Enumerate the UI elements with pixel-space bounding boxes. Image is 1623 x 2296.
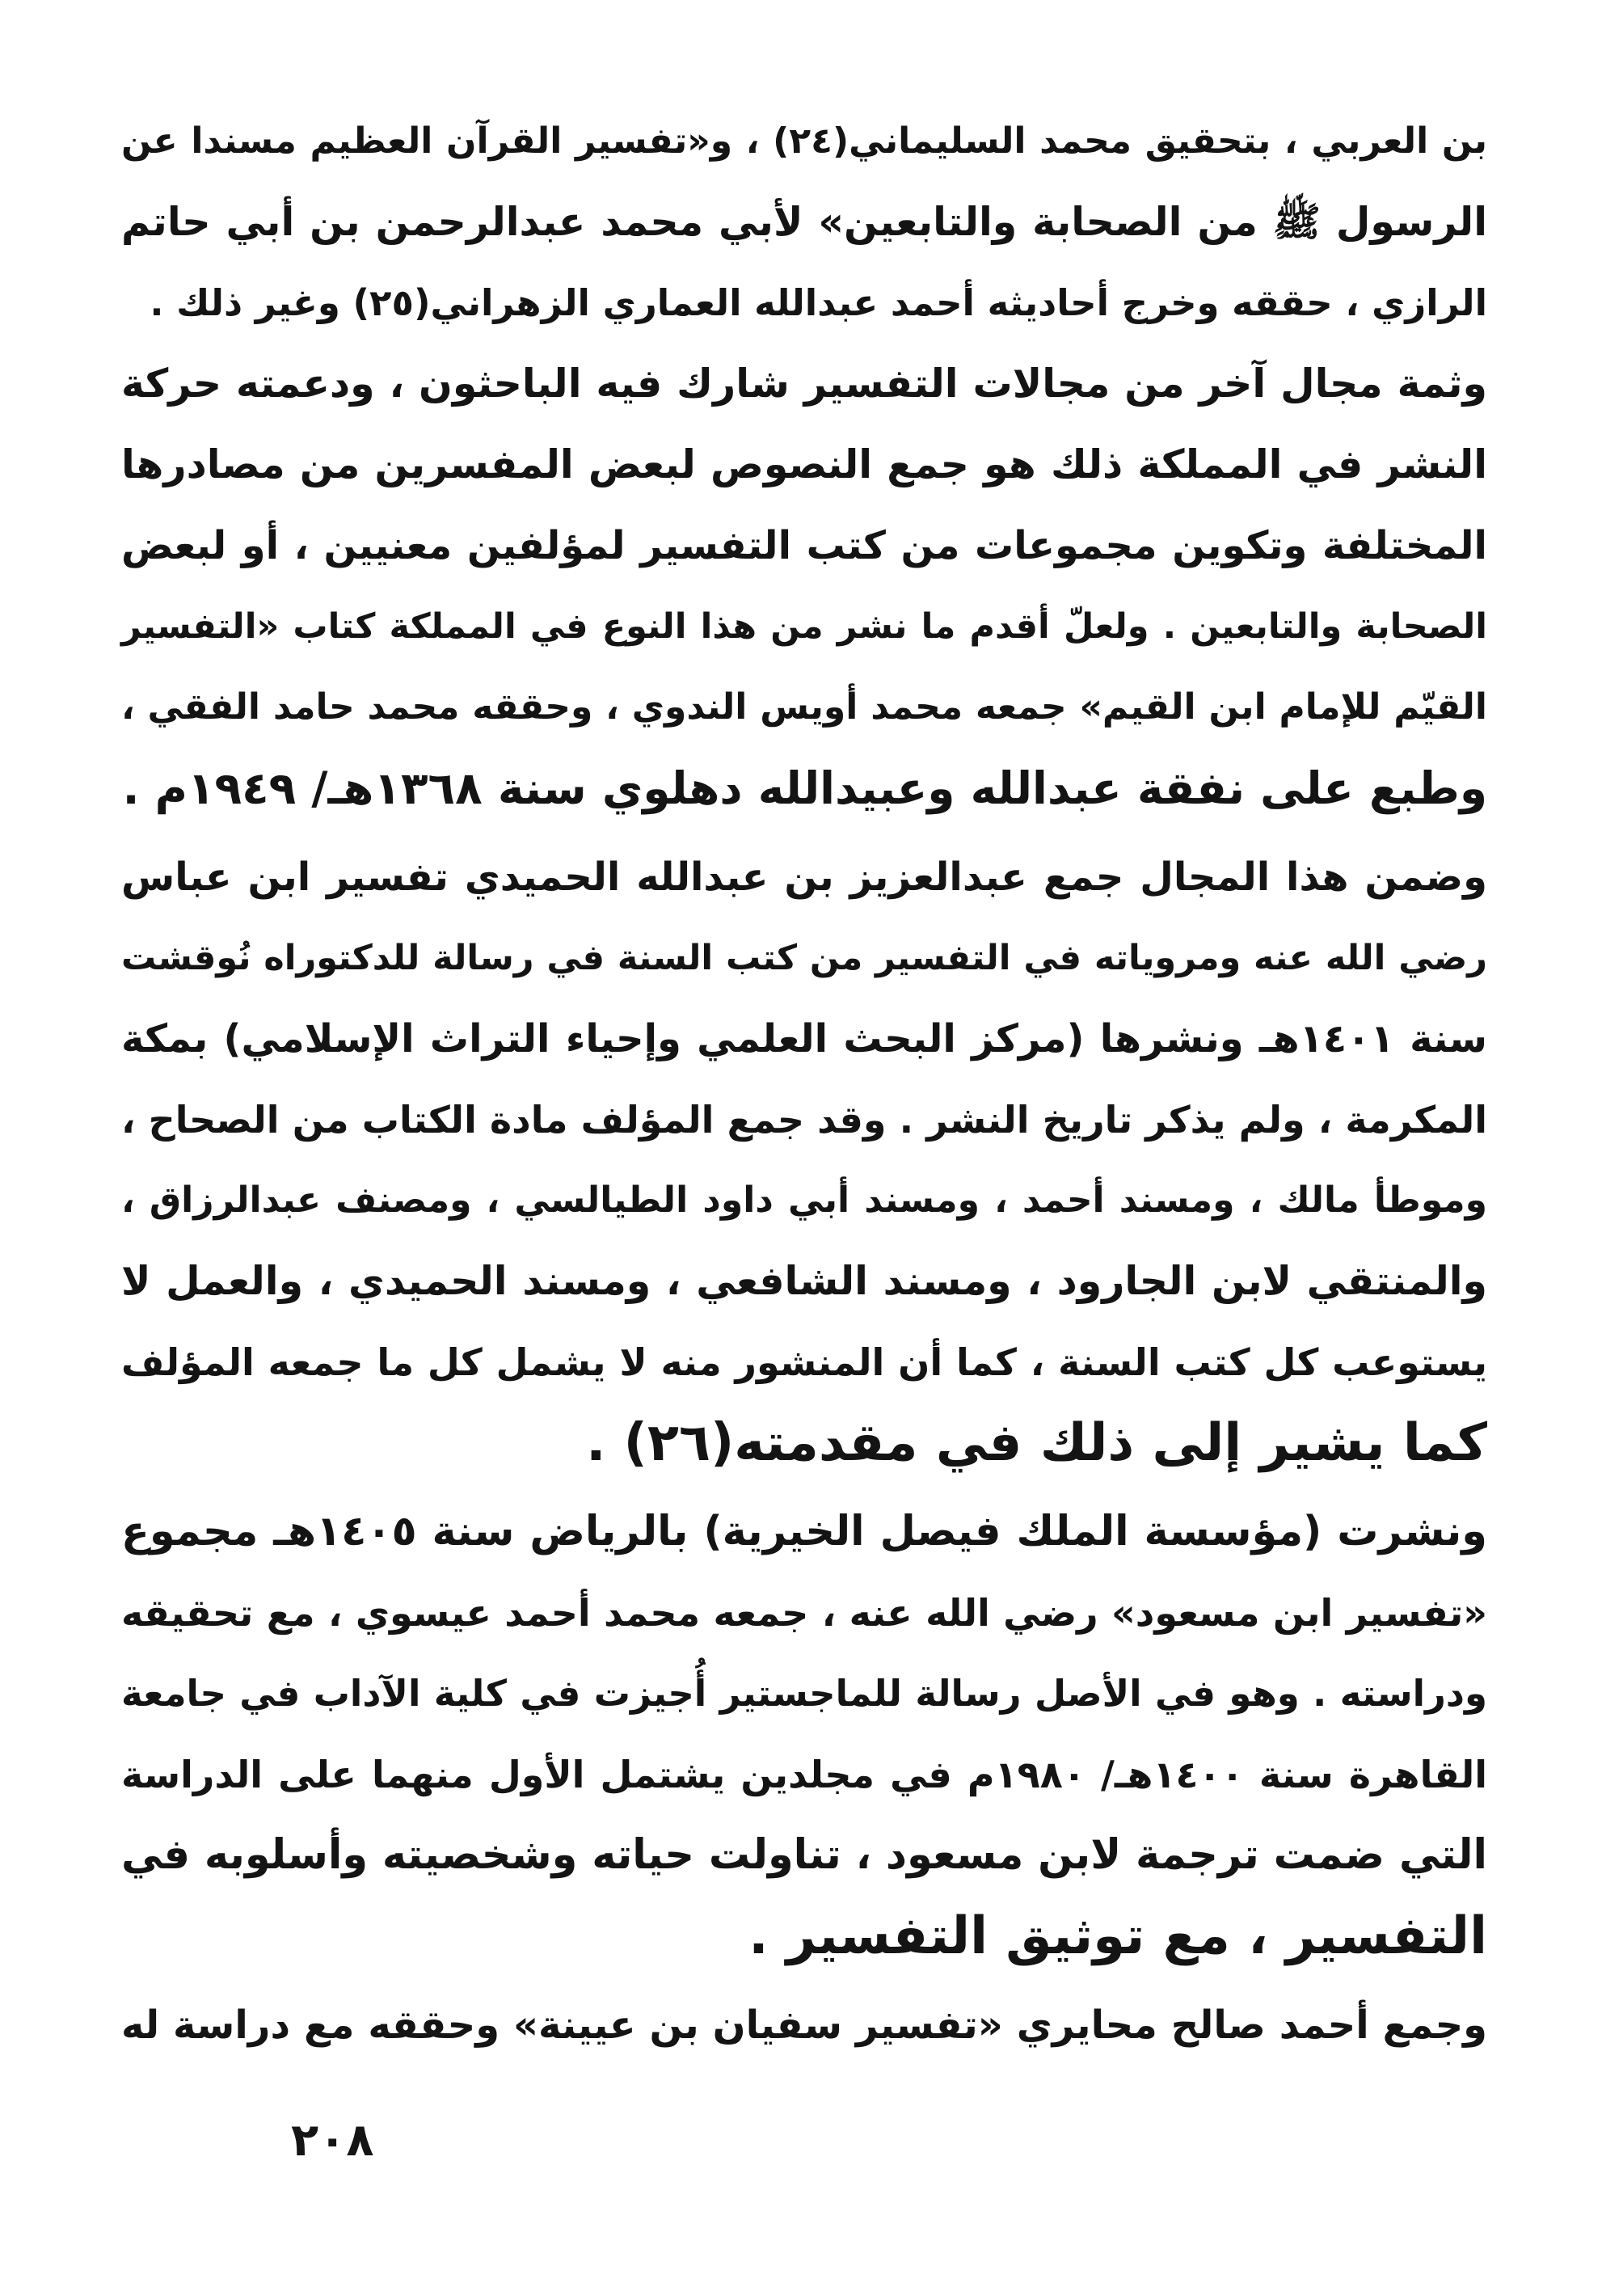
text-line: وطبع على نفقة عبدالله وعبيدالله دهلوي سنة ١٣٦٨هـ/ ١٩٤٩م .: [122, 762, 1487, 814]
text-line: القاهرة سنة ١٤٠٠هـ/ ١٩٨٠م في مجلدين يشتمل الأول منهما على الدراسة: [121, 1753, 1487, 1796]
text-line: الصحابة والتابعين . ولعلّ أقدم ما نشر من هذا النوع في المملكة كتاب «التفسير: [121, 606, 1487, 647]
text-line: وجمع أحمد صالح محايري «تفسير سفيان بن عيينة» وحققه مع دراسة له: [121, 2003, 1487, 2048]
text-line: وموطأ مالك ، ومسند أحمد ، ومسند أبي داود الطيالسي ، ومصنف عبدالرزاق ،: [121, 1180, 1487, 1221]
text-line: الرازي ، حققه وخرج أحاديثه أحمد عبدالله العماري الزهراني(٢٥) وغير ذلك .: [150, 281, 1487, 324]
text-line: كما يشير إلى ذلك في مقدمته(٢٦) .: [586, 1413, 1487, 1473]
text-line: والمنتقي لابن الجارود ، ومسند الشافعي ، ومسند الحميدي ، والعمل لا: [121, 1258, 1487, 1304]
text-line: الرسول ﷺ من الصحابة والتابعين» لأبي محمد عبدالرحمن بن أبي حاتم: [121, 199, 1487, 245]
text-line: وثمة مجال آخر من مجالات التفسير شارك فيه الباحثون ، ودعمته حركة: [121, 361, 1487, 407]
page-number: ٢٠٨: [291, 2114, 374, 2167]
text-line: يستوعب كل كتب السنة ، كما أن المنشور منه لا يشمل كل ما جمعه المؤلف: [121, 1340, 1487, 1384]
text-line: المكرمة ، ولم يذكر تاريخ النشر . وقد جمع المؤلف مادة الكتاب من الصحاح ،: [121, 1098, 1487, 1142]
text-line: التي ضمت ترجمة لابن مسعود ، تناولت حياته وشخصيته وأسلوبه في: [121, 1831, 1487, 1879]
text-line: «تفسير ابن مسعود» رضي الله عنه ، جمعه محمد أحمد عيسوي ، مع تحقيقه: [121, 1591, 1487, 1635]
text-line: المختلفة وتكوين مجموعات من كتب التفسير لمؤلفين معنيين ، أو لبعض: [121, 523, 1487, 568]
text-line: القيّم للإمام ابن القيم» جمعه محمد أويس الندوي ، وحققه محمد حامد الفقي ،: [121, 686, 1487, 728]
text-line: ودراسته . وهو في الأصل رسالة للماجستير أُجيزت في كلية الآداب في جامعة: [121, 1672, 1487, 1715]
text-line: النشر في المملكة ذلك هو جمع النصوص لبعض المفسرين من مصادرها: [121, 441, 1487, 487]
text-line: التفسير ، مع توثيق التفسير .: [748, 1906, 1487, 1966]
text-line: سنة ١٤٠١هـ ونشرها (مركز البحث العلمي وإحياء التراث الإسلامي) بمكة: [121, 1016, 1488, 1061]
text-line: وضمن هذا المجال جمع عبدالعزيز بن عبدالله الحميدي تفسير ابن عباس: [121, 855, 1487, 900]
text-line: رضي الله عنه ومروياته في التفسير من كتب السنة في رسالة للدكتوراه نُوقشت: [121, 938, 1487, 978]
text-line: ونشرت (مؤسسة الملك فيصل الخيرية) بالرياض سنة ١٤٠٥هـ مجموع: [121, 1508, 1488, 1555]
text-line: بن العربي ، بتحقيق محمد السليماني(٢٤) ، و«تفسير القرآن العظيم مسندا عن: [121, 120, 1487, 162]
